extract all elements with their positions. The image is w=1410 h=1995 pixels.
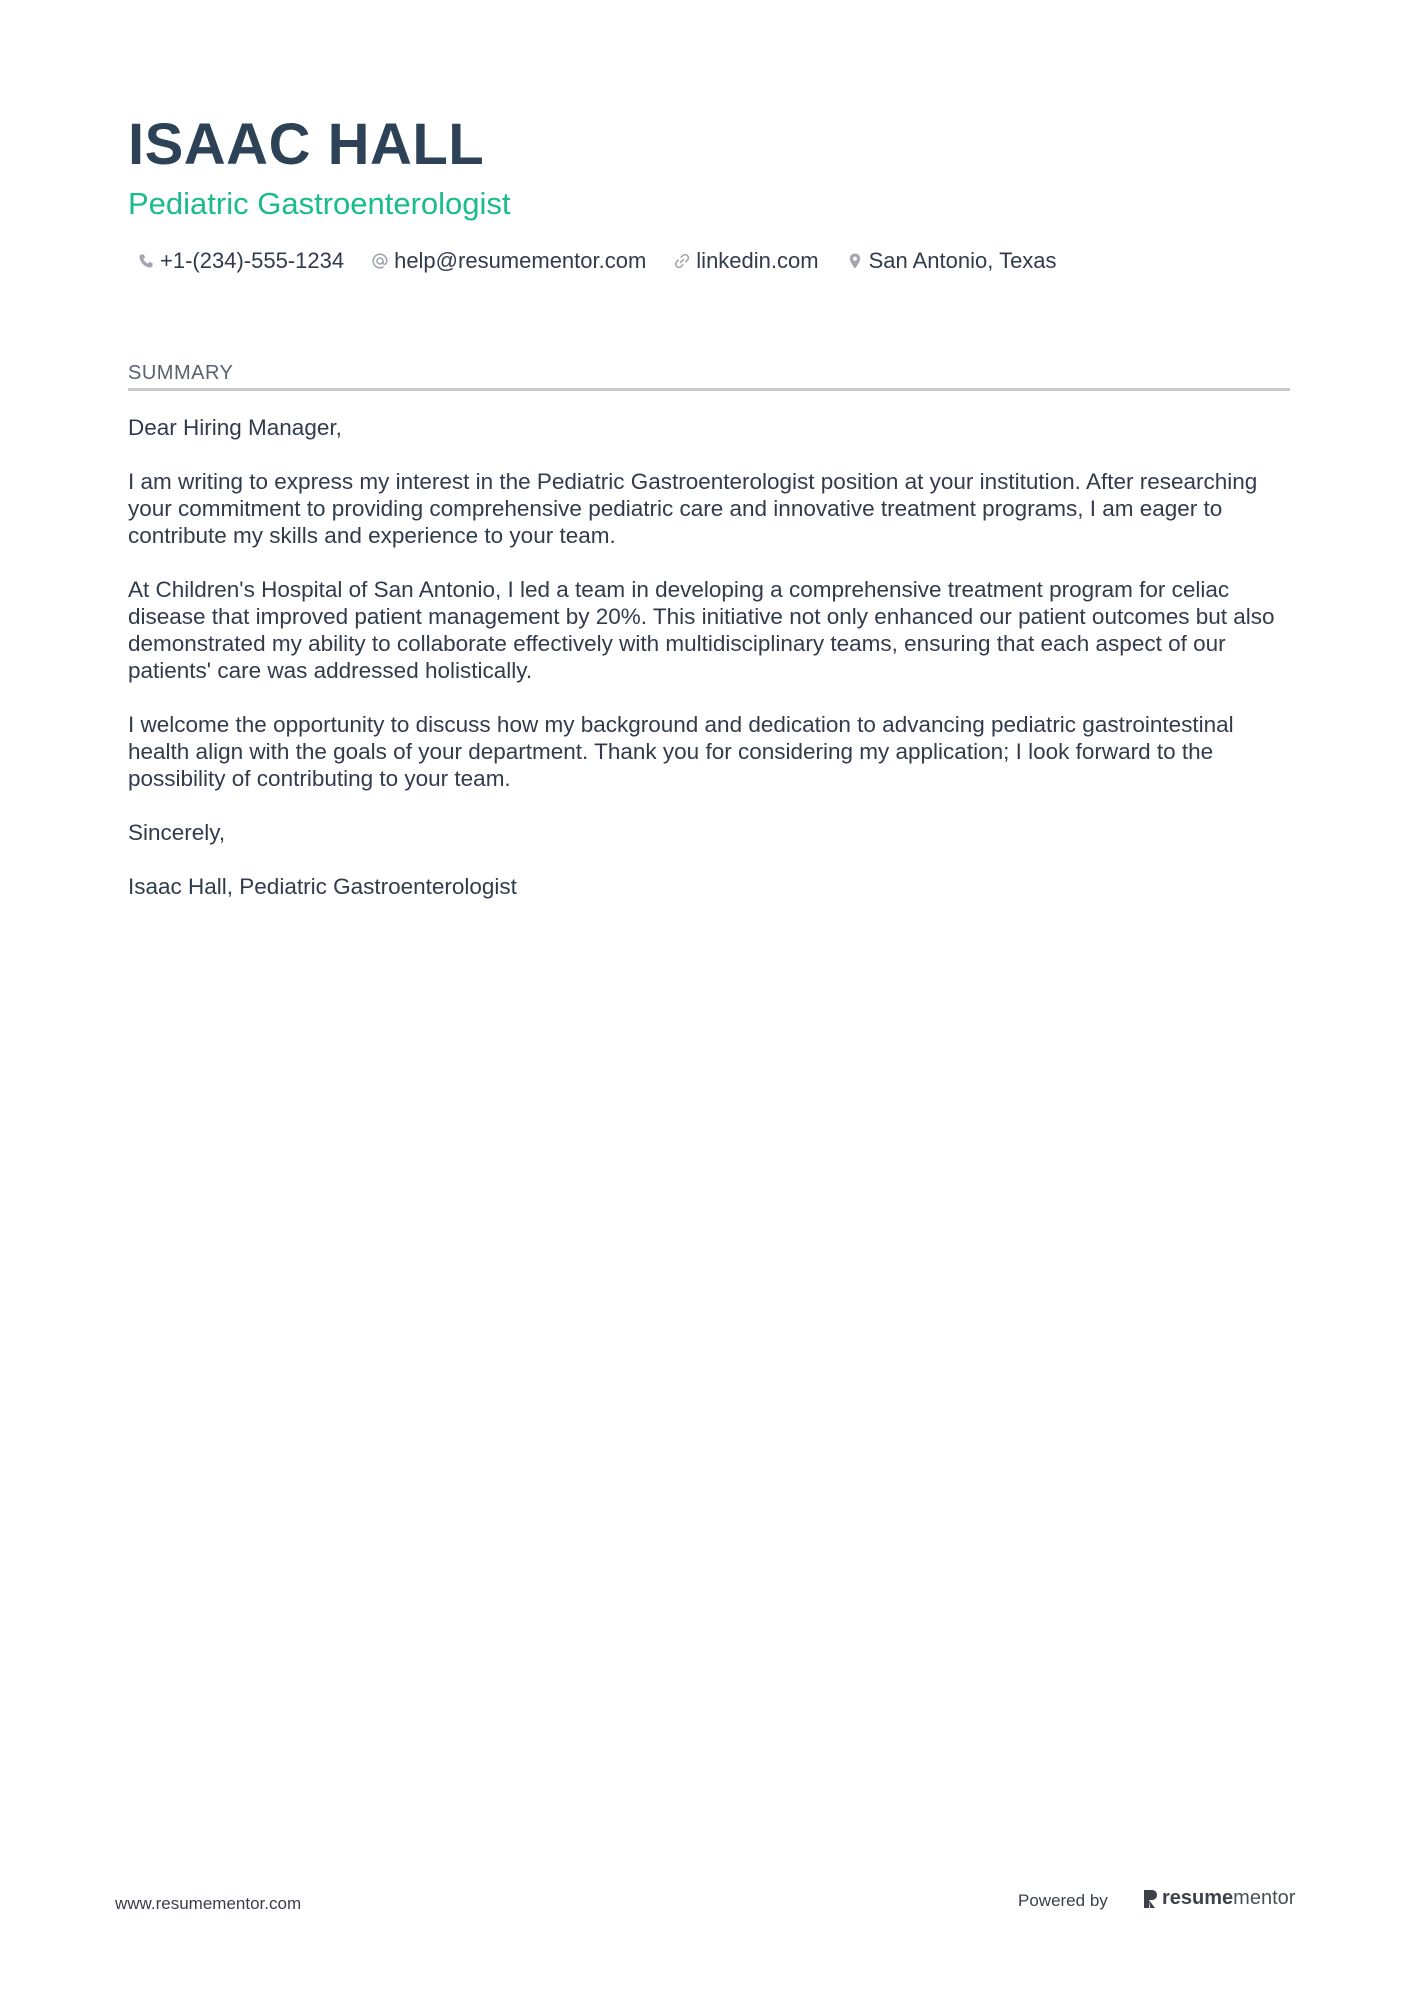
contact-phone	[136, 246, 344, 276]
contact-location	[845, 246, 1057, 276]
brand-text-resume: resume	[1162, 1887, 1234, 1909]
resumementor-logo-icon	[1142, 1889, 1158, 1909]
location-text: San Antonio, Texas	[868, 248, 1057, 273]
candidate-name: ISAAC HALL	[128, 112, 485, 177]
letter-paragraph: At Children's Hospital of San Antonio, I led a team in developing a comprehensive treatment program for celiac disease that improved patient management by 20%. This initiative not only enhanced our patient outcomes but also demonstrated my ability to collaborate effectively with multidisciplinary teams, ensuring that each aspect of our patients' care was addressed holistically.	[128, 577, 1275, 683]
job-title: Pediatric Gastroenterologist	[128, 186, 511, 221]
email-text[interactable]: help@resumementor.com	[394, 248, 647, 273]
summary-section-header	[128, 360, 1290, 391]
phone-icon	[136, 251, 156, 271]
link-icon	[672, 251, 692, 271]
phone-text[interactable]: +1-(234)-555-1234	[160, 248, 345, 273]
location-pin-icon	[845, 251, 865, 271]
contact-linkedin	[672, 246, 818, 276]
linkedin-text[interactable]: linkedin.com	[696, 248, 819, 273]
brand-text-mentor: mentor	[1233, 1887, 1296, 1909]
cover-letter-body	[128, 414, 1290, 927]
resumementor-logo[interactable]	[1142, 1887, 1295, 1910]
section-title: SUMMARY	[128, 362, 234, 384]
letter-paragraph: I am writing to express my interest in the Pediatric Gastroenterologist position at your institution. After researching your commitment to providing comprehensive pediatric care and innovative treatment programs, I am eager to contribute my skills and experience to your team.	[128, 469, 1258, 548]
section-divider	[128, 388, 1290, 391]
at-icon	[370, 251, 390, 271]
powered-by-label: Powered by	[1018, 1891, 1108, 1910]
letter-greeting: Dear Hiring Manager,	[128, 415, 342, 440]
contact-email	[370, 246, 646, 276]
footer-website[interactable]: www.resumementor.com	[115, 1894, 302, 1913]
letter-closing: Sincerely,	[128, 820, 226, 845]
letter-signature: Isaac Hall, Pediatric Gastroenterologist	[128, 874, 517, 899]
letter-paragraph: I welcome the opportunity to discuss how my background and dedication to advancing pediatric gastrointestinal health align with the goals of your department. Thank you for considering my application; I look forward to the possibility of contributing to your team.	[128, 712, 1234, 791]
contact-bar	[136, 246, 1083, 276]
